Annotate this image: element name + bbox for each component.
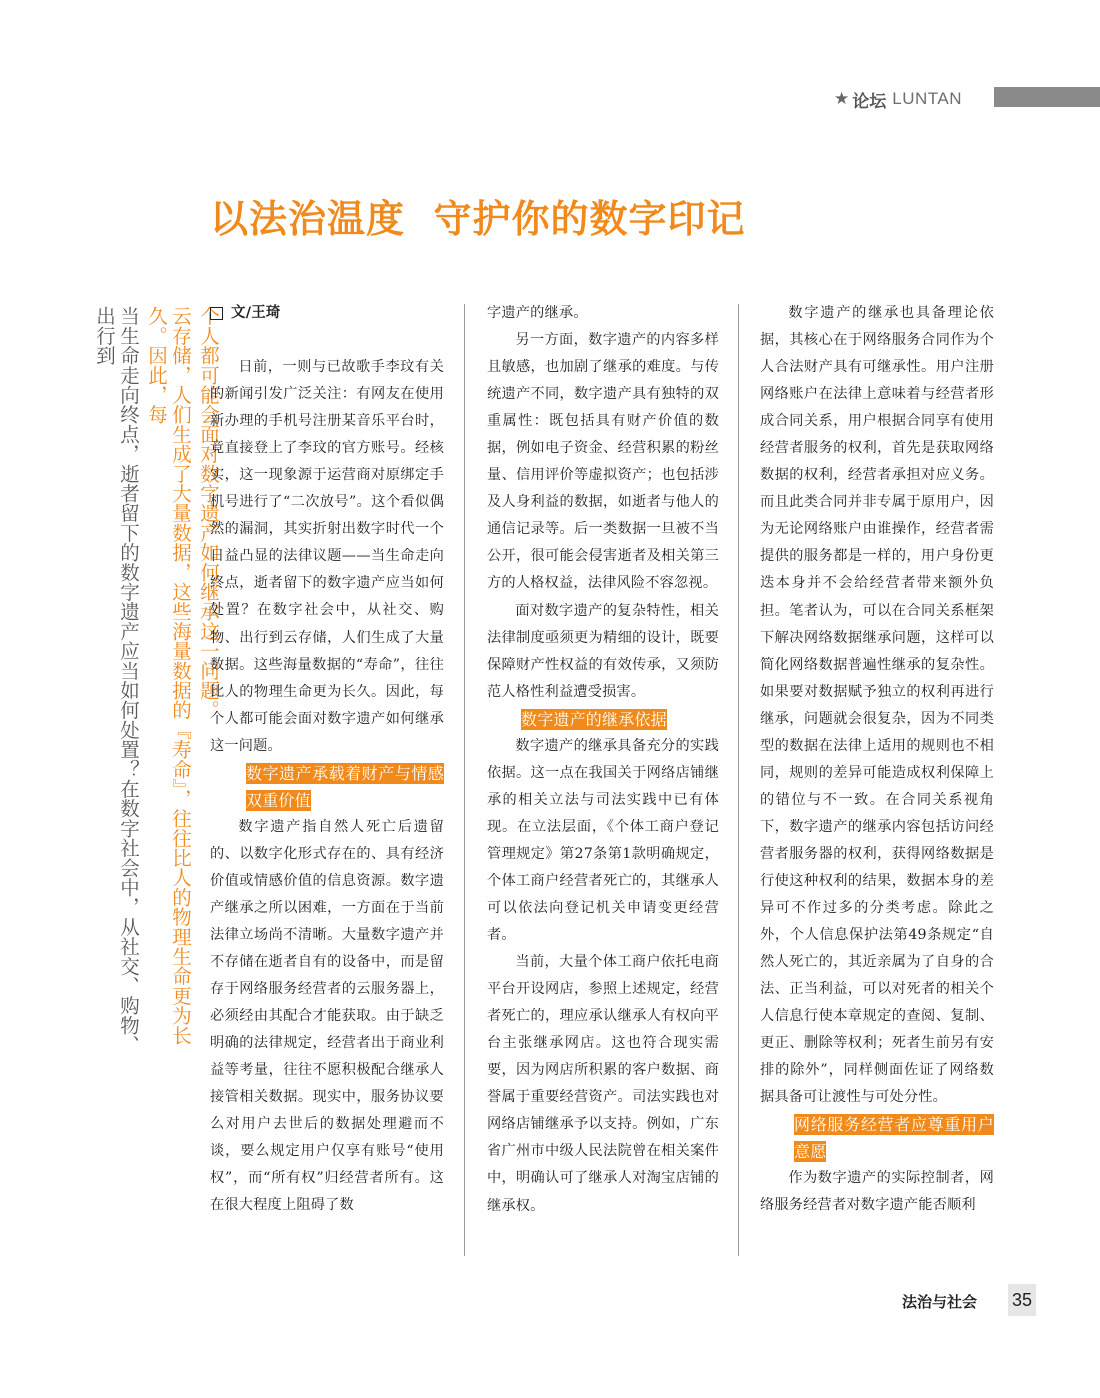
- paragraph: 当前，大量个体工商户依托电商平台开设网店，参照上述规定，经营者死亡的，理应承认继承人有权向平台主张继承网店。这也符合现实需要，因为网店所积累的客户数据、商誉属于重要经营资产。司法实践也对网络店铺继承予以支持。例如，广东省广州市中级人民法院曾在相关案件中，明确认可了继承人对淘宝店铺的继承权。: [487, 954, 719, 1214]
- pull-quote-line-3: 当生命走向终点，逝者留下的数字遗产应当如何处置？在数字社会中，从社交、购物、出行到: [93, 306, 140, 1055]
- paragraph: 数字遗产的继承也具备理论依据，其核心在于网络服务合同作为个人合法财产具有可继承性。用户注册网络账户在法律上意味着与经营者形成合同关系，用户根据合同享有使用经营者服务的权利，首先是获取网络数据的权利，经营者承担对应义务。而且此类合同并非专属于原用户，因为无论网络账户由谁操作，经营者需提供的服务都是一样的，用户身份更迭本身并不会给经营者带来额外负担。笔者认为，可以在合同关系框架下解决网络数据继承问题，这样可以简化网络数据普遍性继承的复杂性。如果要对数据赋予独立的权利再进行继承，问题就会很复杂，因为不同类型的数据在法律上适用的规则也不相同，规则的差异可能造成权利保障上的错位与不一致。在合同关系视角下，数字遗产的继承内容包括访问经营者服务器的权利，获得网络数据是行使这种权利的结果，数据本身的差异可不作过多的分类考虑。除此之外，个人信息保护法第49条规定“自然人死亡的，其近亲属为了自身的合法、正当利益，可以对死者的相关个人信息行使本章规定的查阅、复制、更正、删除等权利；死者生前另有安排的除外”，同样侧面佐证了网络数据具备可让渡性与可处分性。: [760, 305, 994, 1106]
- byline: [210, 300, 444, 327]
- paragraph: 数字遗产指自然人死亡后遗留的、以数字化形式存在的、具有经济价值或情感价值的信息资源。数字遗产继承之所以困难，一方面在于当前法律立场尚不清晰。大量数字遗产并不存储在逝者自有的设备中，而是留存于网络服务经营者的云服务器上，必须经由其配合才能获取。由于缺乏明确的法律规定，经营者出于商业利益等考量，往往不愿积极配合继承人接管相关数据。现实中，服务协议要么对用户去世后的数据处理避而不谈，要么规定用户仅享有账号“使用权”，而“所有权”归经营者所有。这在很大程度上阻碍了数: [210, 818, 444, 1214]
- paragraph: 日前，一则与已故歌手李玟有关的新闻引发广泛关注：有网友在使用新办理的手机号注册某音乐平台时，竟直接登上了李玟的官方账号。经核实，这一现象源于运营商对原绑定手机号进行了“二次放号”。这个看似偶然的漏洞，其实折射出数字时代一个日益凸显的法律议题——当生命走向终点，逝者留下的数字遗产应当如何处置？在数字社会中，从社交、购物、出行到云存储，人们生成了大量数据。这些海量数据的“寿命”，往往比人的物理生命更为长久。因此，每个人都可能会面对数字遗产如何继承这一问题。: [210, 359, 444, 754]
- text-column-1: [210, 300, 444, 1219]
- column-divider: [738, 304, 739, 1256]
- pull-quote-line-1: 个人都可能会面对数字遗产如何继承这一问题。: [197, 306, 220, 720]
- paragraph: 面对数字遗产的复杂特性，相关法律制度亟须更为精细的设计，既要保障财产性权益的有效传承，又须防范人格性利益遭受损害。: [487, 602, 719, 700]
- section-label-en: LUNTAN: [892, 89, 962, 108]
- section-label: 论坛: [852, 91, 887, 112]
- subheading-text: 数字遗产承载着财产与情感双重价值: [246, 763, 444, 810]
- subheading: [760, 1111, 994, 1165]
- paragraph: 另一方面，数字遗产的内容多样且敏感，也加剧了继承的难度。与传统遗产不同，数字遗产具有独特的双重属性：既包括具有财产价值的数据，例如电子资金、经营积累的粉丝量、信用评价等虚拟资产；也包括涉及人身利益的数据，如逝者与他人的通信记录等。后一类数据一旦被不当公开，很可能会侵害逝者及相关第三方的人格权益，法律风险不容忽视。: [487, 332, 719, 592]
- text-column-2: [487, 300, 719, 1220]
- page-number: 35: [1008, 1284, 1036, 1316]
- pull-quote-line-2: 云存储，人们生成了大量数据，这些海量数据的『寿命』，往往比人的物理生命更为长久。因此，每: [145, 306, 192, 1045]
- subheading: [210, 760, 444, 814]
- text-column-3: [760, 300, 994, 1220]
- subheading: [487, 706, 719, 733]
- subheading-text: 网络服务经营者应尊重用户意愿: [794, 1115, 994, 1162]
- subheading-text: 数字遗产的继承依据: [521, 709, 667, 729]
- magazine-name: 法治与社会: [902, 1293, 978, 1311]
- star-icon: ★: [834, 89, 850, 109]
- pull-quote: [92, 306, 220, 1066]
- paragraph: 作为数字遗产的实际控制者，网络服务经营者对数字遗产能否顺利: [760, 1170, 994, 1214]
- header-bar: [994, 87, 1100, 107]
- section-header: [834, 86, 962, 112]
- paragraph: 数字遗产的继承具备充分的实践依据。这一点在我国关于网络店铺继承的相关立法与司法实践中已有体现。在立法层面，《个体工商户登记管理规定》第27条第1款明确规定，个体工商户经营者死亡的，其继承人可以依法向登记机关申请变更经营者。: [487, 737, 719, 944]
- article-title: 以法治温度 守护你的数字印记: [210, 197, 746, 241]
- column-divider: [464, 304, 465, 1256]
- byline-text: 文/王琦: [231, 305, 281, 321]
- square-icon: [210, 307, 223, 320]
- paragraph: 字遗产的继承。: [487, 305, 588, 321]
